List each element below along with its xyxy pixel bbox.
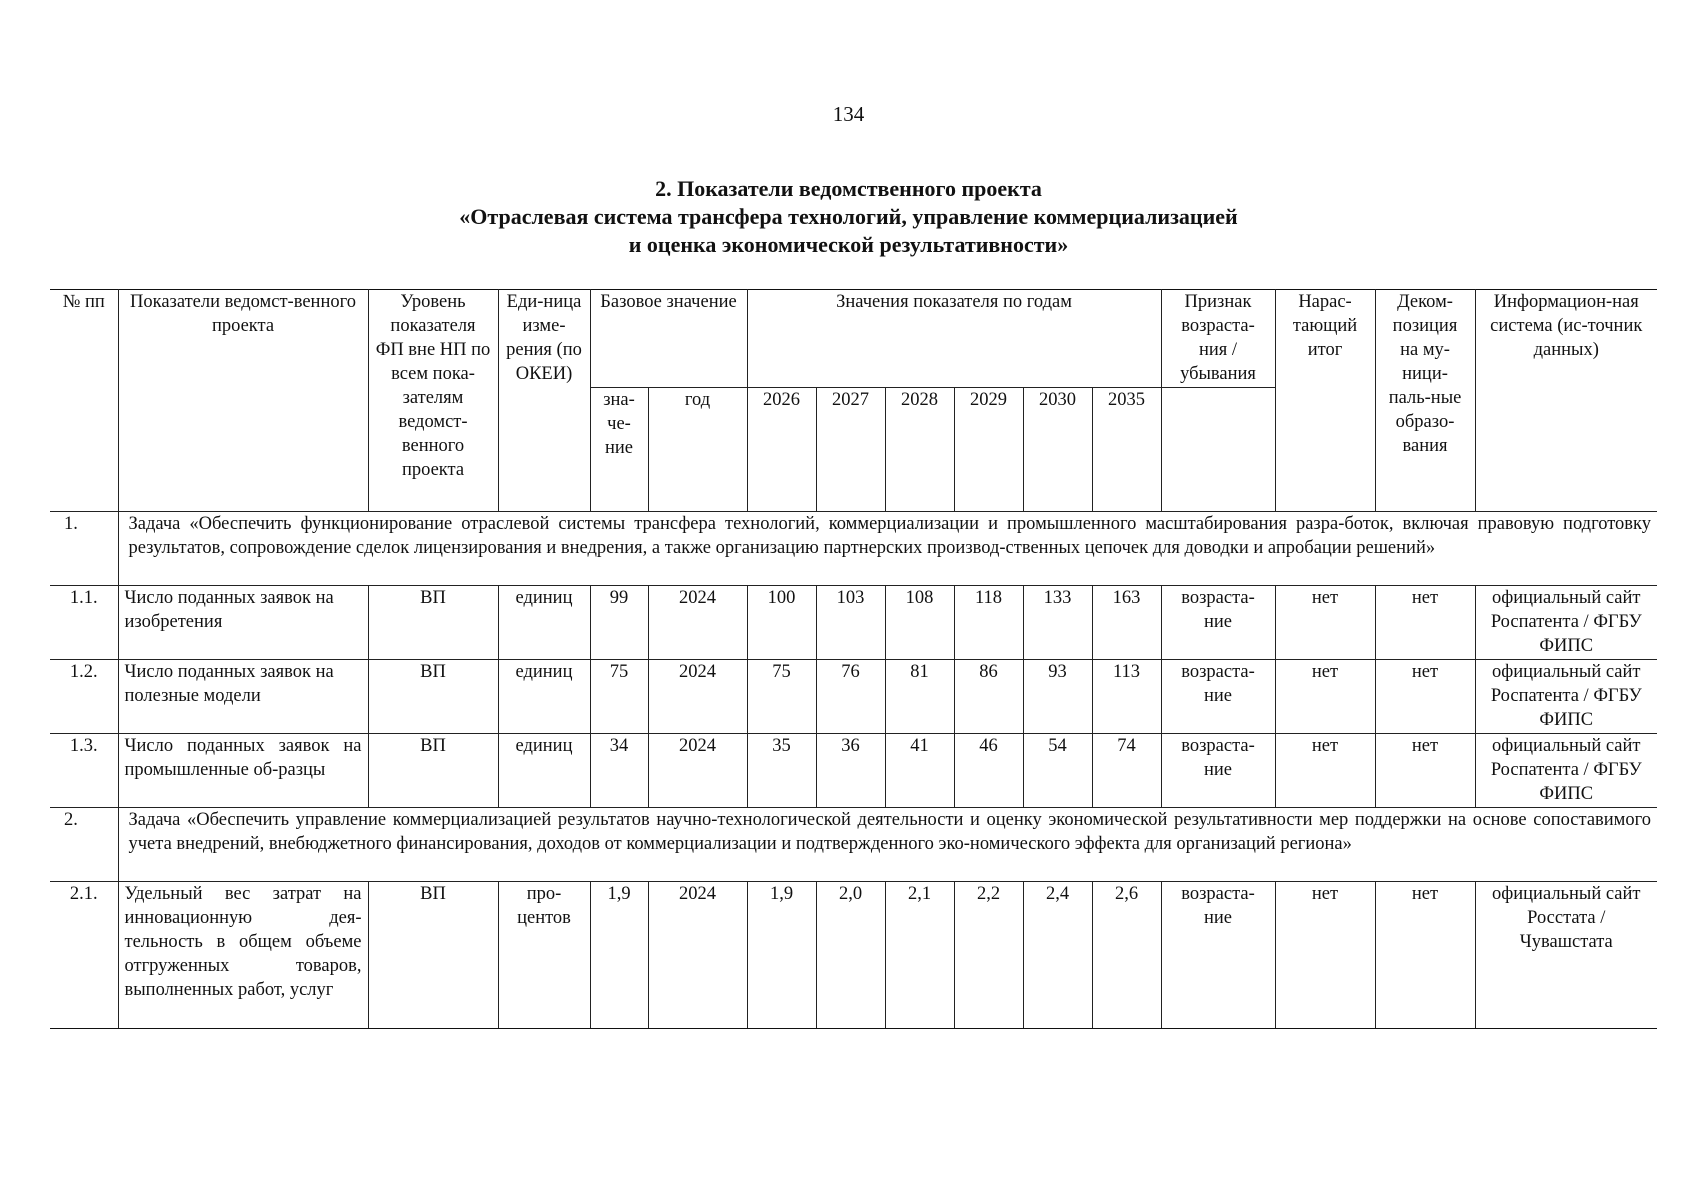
header-year-2026: 2026 [747, 388, 816, 512]
value-2035: 163 [1092, 586, 1161, 660]
header-indicator: Показатели ведомст-венного проекта [118, 290, 368, 512]
value-2030: 93 [1023, 660, 1092, 734]
indicator-name: Число поданных заявок на изобретения [118, 586, 368, 660]
header-year-2029: 2029 [954, 388, 1023, 512]
header-row-1 [50, 290, 1657, 388]
value-2030: 133 [1023, 586, 1092, 660]
table-row [50, 586, 1657, 660]
base-value: 99 [590, 586, 648, 660]
table-row [50, 734, 1657, 808]
indicator-name: Число поданных заявок на промышленные об-разцы [118, 734, 368, 808]
base-year: 2024 [648, 586, 747, 660]
task-row [50, 808, 1657, 882]
header-values-by-year: Значения показателя по годам [747, 290, 1161, 388]
table-row [50, 660, 1657, 734]
value-2030: 2,4 [1023, 882, 1092, 1029]
title-line-1: 2. Показатели ведомственного проекта [655, 176, 1042, 201]
base-value: 1,9 [590, 882, 648, 1029]
trend: возраста-ние [1161, 586, 1275, 660]
value-2027: 76 [816, 660, 885, 734]
value-2035: 2,6 [1092, 882, 1161, 1029]
row-number: 2.1. [50, 882, 118, 1029]
header-base-year: год [648, 388, 747, 512]
value-2035: 74 [1092, 734, 1161, 808]
header-base: Базовое значение [590, 290, 747, 388]
value-2030: 54 [1023, 734, 1092, 808]
data-source: официальный сайт Роспатента / ФГБУ ФИПС [1475, 586, 1657, 660]
unit: единиц [498, 586, 590, 660]
unit: единиц [498, 734, 590, 808]
trend: возраста-ние [1161, 882, 1275, 1029]
value-2028: 81 [885, 660, 954, 734]
decomposition: нет [1375, 734, 1475, 808]
task-number: 2. [50, 808, 118, 882]
indicator-level: ВП [368, 660, 498, 734]
task-row [50, 512, 1657, 586]
value-2027: 36 [816, 734, 885, 808]
value-2029: 118 [954, 586, 1023, 660]
header-num: № пп [50, 290, 118, 512]
indicators-table [50, 289, 1657, 1029]
value-2027: 103 [816, 586, 885, 660]
header-unit: Еди-ница изме-рения (по ОКЕИ) [498, 290, 590, 512]
trend: возраста-ние [1161, 660, 1275, 734]
value-2028: 41 [885, 734, 954, 808]
table-row [50, 882, 1657, 1029]
value-2026: 75 [747, 660, 816, 734]
row-number: 1.2. [50, 660, 118, 734]
cumulative: нет [1275, 734, 1375, 808]
header-decomposition: Деком-позиция на му-ници-паль-ные образо-вания [1375, 290, 1475, 512]
data-source: официальный сайт Роспатента / ФГБУ ФИПС [1475, 660, 1657, 734]
header-level: Уровень показателя ФП вне НП по всем пока-зателям ведомст-венного проекта [368, 290, 498, 512]
value-2026: 35 [747, 734, 816, 808]
indicator-level: ВП [368, 586, 498, 660]
value-2035: 113 [1092, 660, 1161, 734]
indicator-name: Число поданных заявок на полезные модели [118, 660, 368, 734]
value-2026: 100 [747, 586, 816, 660]
trend: возраста-ние [1161, 734, 1275, 808]
base-year: 2024 [648, 660, 747, 734]
page-number: 134 [832, 102, 865, 126]
header-year-2035: 2035 [1092, 388, 1161, 512]
value-2029: 46 [954, 734, 1023, 808]
value-2029: 2,2 [954, 882, 1023, 1029]
data-source: официальный сайт Роспатента / ФГБУ ФИПС [1475, 734, 1657, 808]
data-source: официальный сайт Росстата / Чувашстата [1475, 882, 1657, 1029]
indicator-level: ВП [368, 882, 498, 1029]
value-2028: 108 [885, 586, 954, 660]
header-year-2027: 2027 [816, 388, 885, 512]
unit: про-центов [498, 882, 590, 1029]
unit: единиц [498, 660, 590, 734]
base-year: 2024 [648, 882, 747, 1029]
base-value: 34 [590, 734, 648, 808]
base-year: 2024 [648, 734, 747, 808]
header-cumulative: Нарас-тающий итог [1275, 290, 1375, 512]
header-trend-empty [1161, 388, 1275, 512]
decomposition: нет [1375, 882, 1475, 1029]
base-value: 75 [590, 660, 648, 734]
indicator-name: Удельный вес затрат на инновационную дея-тельность в общем объеме отгруженных товаров, выполненных работ, услуг [118, 882, 368, 1029]
indicator-level: ВП [368, 734, 498, 808]
task-text: Задача «Обеспечить управление коммерциализацией результатов научно-технологической деятельности и оценку экономической результативности мер поддержки на основе сопоставимого учета внедрений, внебюджетного финансирования, доходов от коммерциализации и подтвержденного эко-номического эффекта для организаций региона» [118, 808, 1657, 882]
title-line-3: и оценка экономической результативности» [628, 232, 1069, 257]
header-year-2030: 2030 [1023, 388, 1092, 512]
cumulative: нет [1275, 660, 1375, 734]
value-2028: 2,1 [885, 882, 954, 1029]
cumulative: нет [1275, 586, 1375, 660]
row-number: 1.1. [50, 586, 118, 660]
value-2029: 86 [954, 660, 1023, 734]
decomposition: нет [1375, 660, 1475, 734]
decomposition: нет [1375, 586, 1475, 660]
value-2026: 1,9 [747, 882, 816, 1029]
cumulative: нет [1275, 882, 1375, 1029]
document-title [0, 175, 1697, 259]
header-info-system: Информацион-ная система (ис-точник данных) [1475, 290, 1657, 512]
title-line-2: «Отраслевая система трансфера технологий, управление коммерциализацией [459, 204, 1238, 229]
value-2027: 2,0 [816, 882, 885, 1029]
header-trend: Признак возраста-ния / убывания [1161, 290, 1275, 388]
header-year-2028: 2028 [885, 388, 954, 512]
header-base-value: зна-че-ние [590, 388, 648, 512]
row-number: 1.3. [50, 734, 118, 808]
task-number: 1. [50, 512, 118, 586]
task-text: Задача «Обеспечить функционирование отраслевой системы трансфера технологий, коммерциализации и промышленного масштабирования разра-боток, включая правовую подготовку результатов, сопровождение сделок лицензирования и внедрения, а также организацию партнерских производ-ственных цепочек для доводки и апробации решений» [118, 512, 1657, 586]
